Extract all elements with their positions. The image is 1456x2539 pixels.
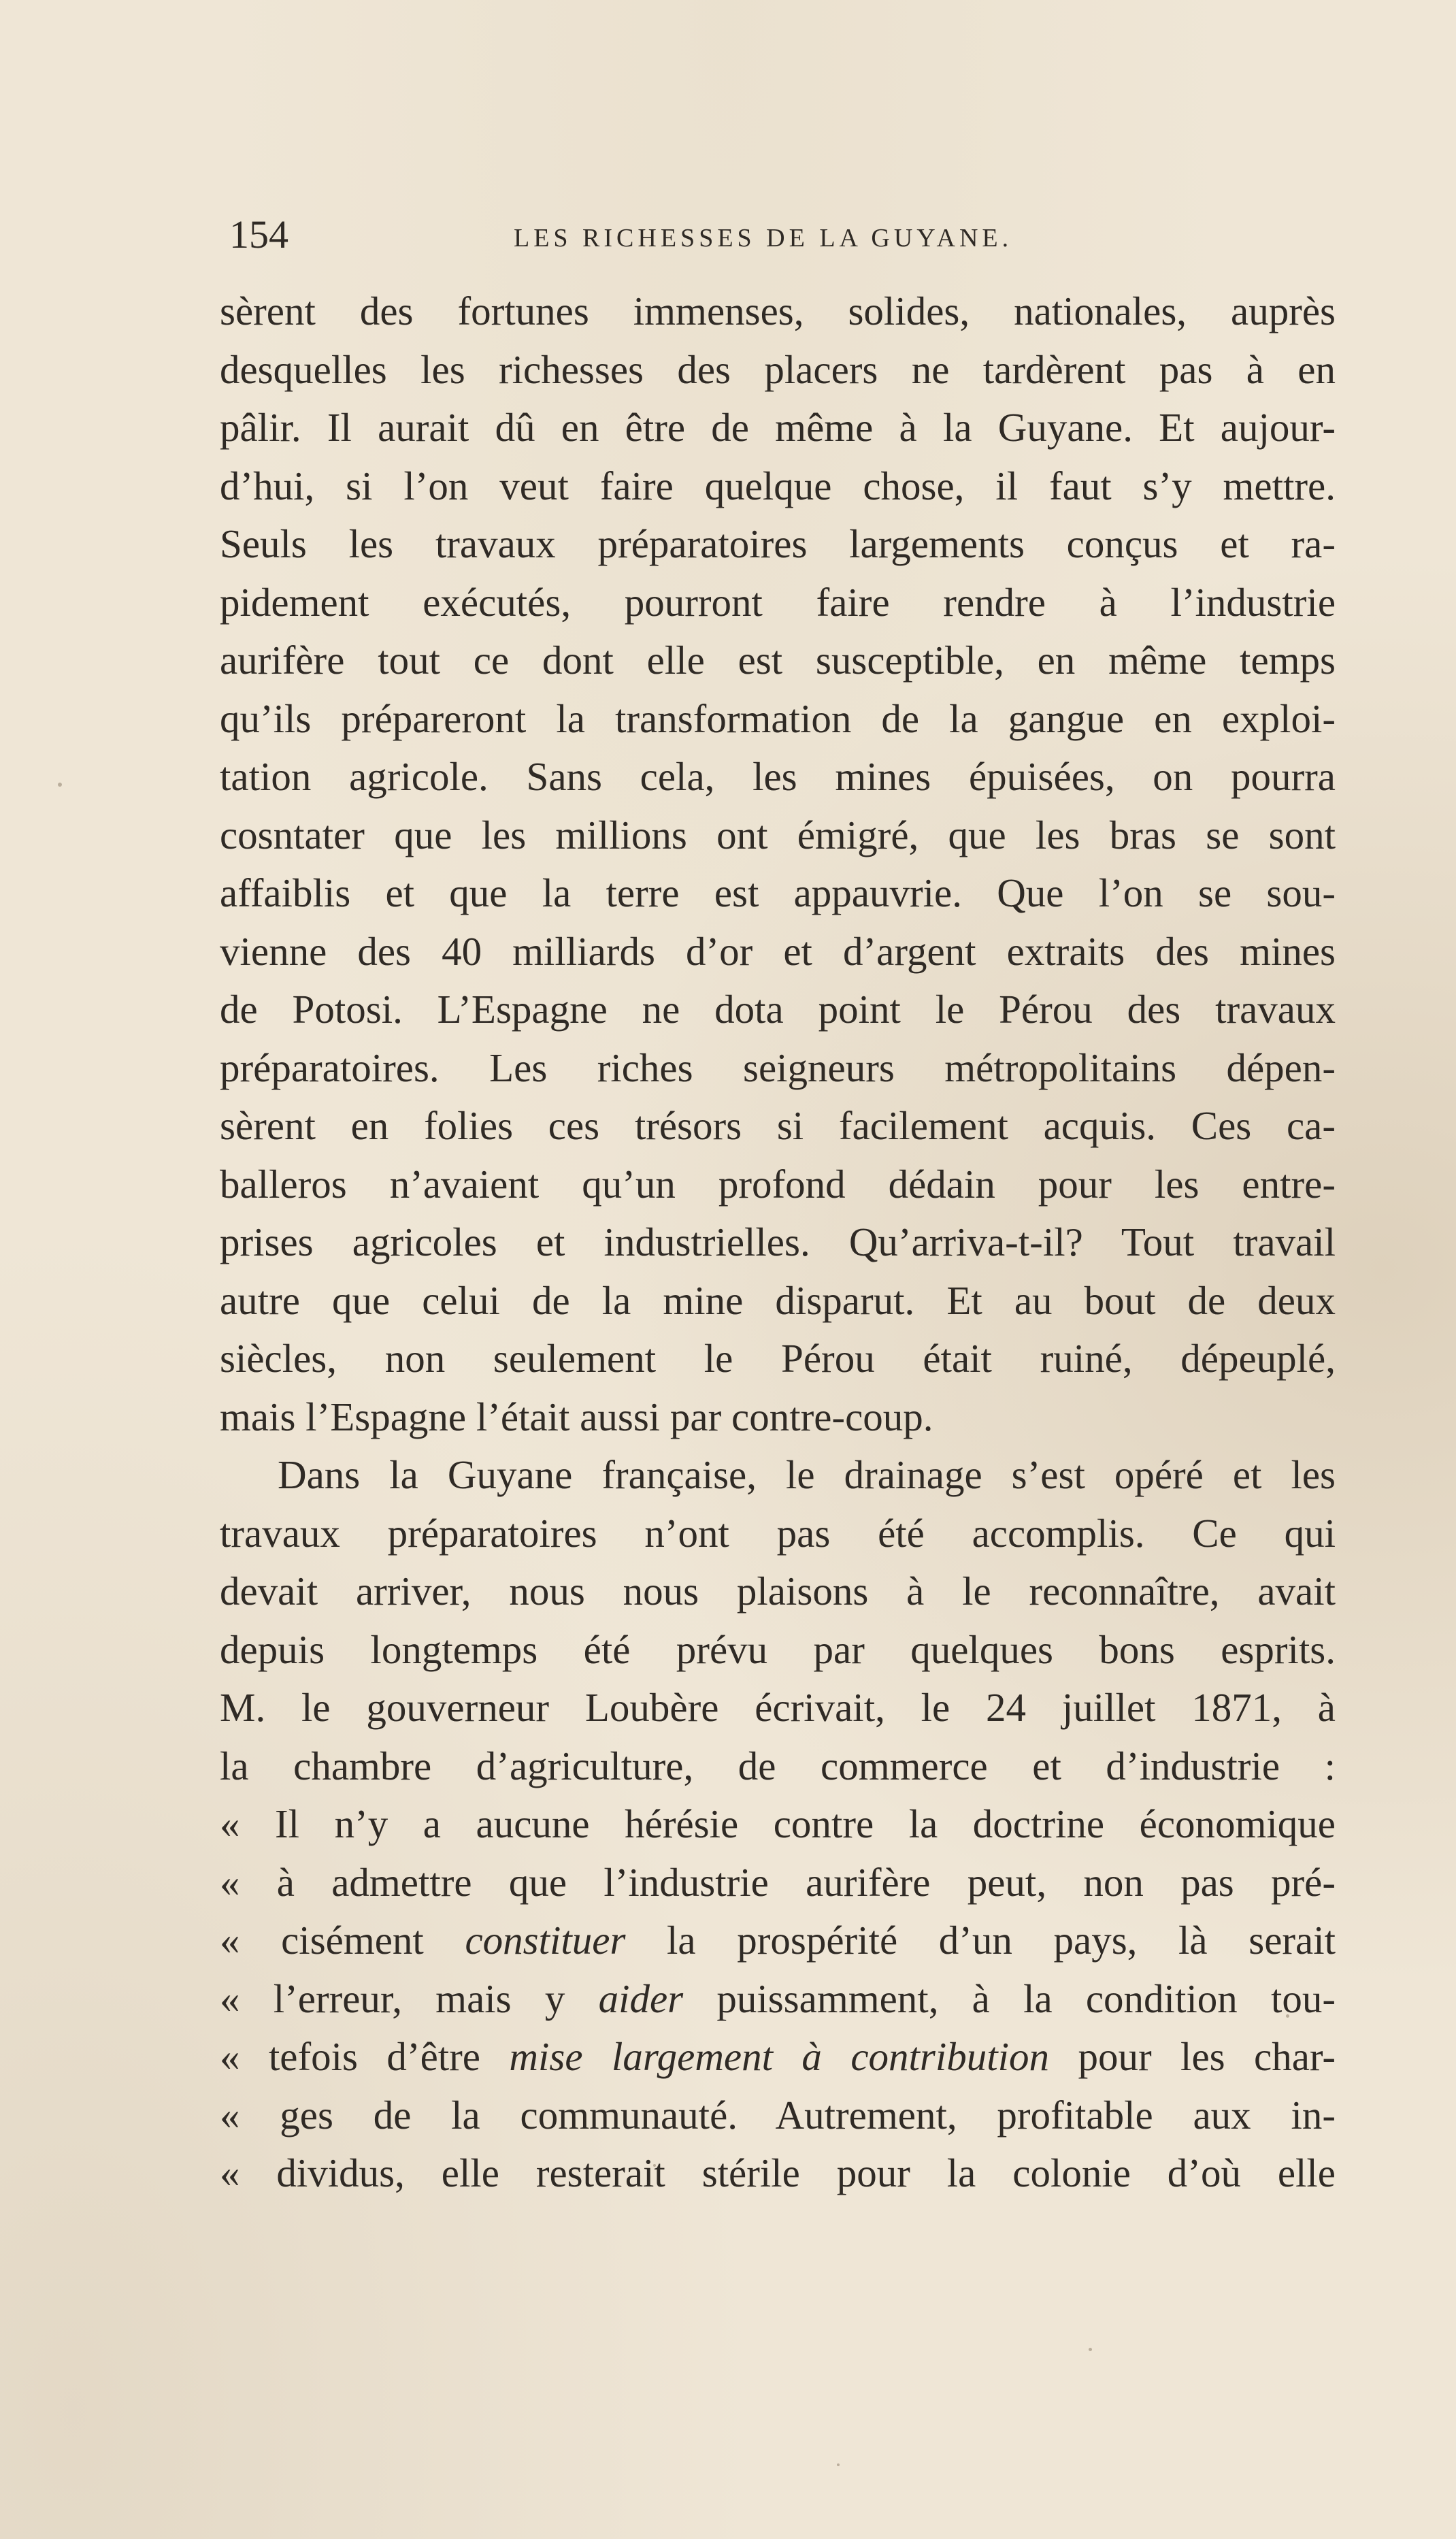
page-number: 154 (229, 212, 288, 257)
text-segment: pour les char- (1049, 2034, 1336, 2079)
text-line: pidement exécutés, pourront faire rendre à l’industrie (220, 579, 1336, 625)
text-line: pâlir. Il aurait dû en être de même à la Guyane. Et aujour- (220, 405, 1336, 450)
text-line: la chambre d’agriculture, de commerce et d’industrie : (220, 1743, 1336, 1788)
text-line: autre que celui de la mine disparut. Et au bout de deux (220, 1277, 1336, 1323)
text-line: de Potosi. L’Espagne ne dota point le Pérou des travaux (220, 987, 1336, 1032)
text-line: devait arriver, nous nous plaisons à le reconnaître, avait (220, 1569, 1336, 1614)
text-line: tation agricole. Sans cela, les mines épuisées, on pourra (220, 754, 1336, 799)
running-title: LES RICHESSES DE LA GUYANE. (514, 224, 1013, 252)
quote-line: « à admettre que l’industrie aurifère peut, non pas pré- (220, 1859, 1336, 1905)
paragraph-start-line: Dans la Guyane française, le drainage s’est opéré et les (278, 1452, 1336, 1497)
body-text (220, 282, 1336, 2203)
quote-line: « ges de la communauté. Autrement, profitable aux in- (220, 2092, 1336, 2137)
quote-line: « Il n’y a aucune hérésie contre la doctrine économique (220, 1801, 1336, 1846)
text-line: sèrent en folies ces trésors si facilement acquis. Ces ca- (220, 1103, 1336, 1148)
quote-line: « dividus, elle resterait stérile pour la colonie d’où elle (220, 2150, 1336, 2195)
quote-line (220, 1912, 1336, 1970)
text-segment: « tefois d’être (220, 2034, 510, 2079)
text-line: prises agricoles et industrielles. Qu’arriva-t-il? Tout travail (220, 1219, 1336, 1264)
text-line: vienne des 40 milliards d’or et d’argent extraits des mines (220, 928, 1336, 974)
text-line: M. le gouverneur Loubère écrivait, le 24 juillet 1871, à (220, 1685, 1336, 1730)
quote-line (220, 2028, 1336, 2086)
text-line: balleros n’avaient qu’un profond dédain pour les entre- (220, 1161, 1336, 1207)
text-line: d’hui, si l’on veut faire quelque chose, il faut s’y mettre. (220, 463, 1336, 508)
text-line: desquelles les richesses des placers ne tardèrent pas à en (220, 346, 1336, 392)
text-line: depuis longtemps été prévu par quelques bons esprits. (220, 1626, 1336, 1672)
text-segment: « cisément (220, 1918, 465, 1963)
text-line: Seuls les travaux préparatoires largements conçus et ra- (220, 521, 1336, 566)
text-line: aurifère tout ce dont elle est susceptible, en même temps (220, 638, 1336, 683)
text-segment: « l’erreur, mais y (220, 1976, 599, 2021)
text-line: mais l’Espagne l’était aussi par contre-coup. (220, 1394, 933, 1439)
text-segment: puissamment, à la condition tou- (683, 1976, 1336, 2021)
text-line: préparatoires. Les riches seigneurs métropolitains dépen- (220, 1045, 1336, 1090)
quote-line (220, 1970, 1336, 2029)
italic-segment: aider (598, 1976, 684, 2021)
italic-segment: constituer (465, 1918, 626, 1963)
text-line: sèrent des fortunes immenses, solides, nationales, auprès (220, 289, 1336, 333)
text-line: qu’ils prépareront la transformation de la gangue en exploi- (220, 695, 1336, 741)
text-line: travaux préparatoires n’ont pas été accomplis. Ce qui (220, 1510, 1336, 1556)
text-line: affaiblis et que la terre est appauvrie. Que l’on se sou- (220, 870, 1336, 915)
text-line: siècles, non seulement le Pérou était ruiné, dépeuplé, (220, 1336, 1336, 1381)
text-line: cosntater que les millions ont émigré, que les bras se sont (220, 812, 1336, 857)
text-segment: la prospérité d’un pays, là serait (625, 1918, 1336, 1963)
running-head (221, 208, 1337, 262)
italic-segment: mise largement à contribution (509, 2034, 1050, 2079)
